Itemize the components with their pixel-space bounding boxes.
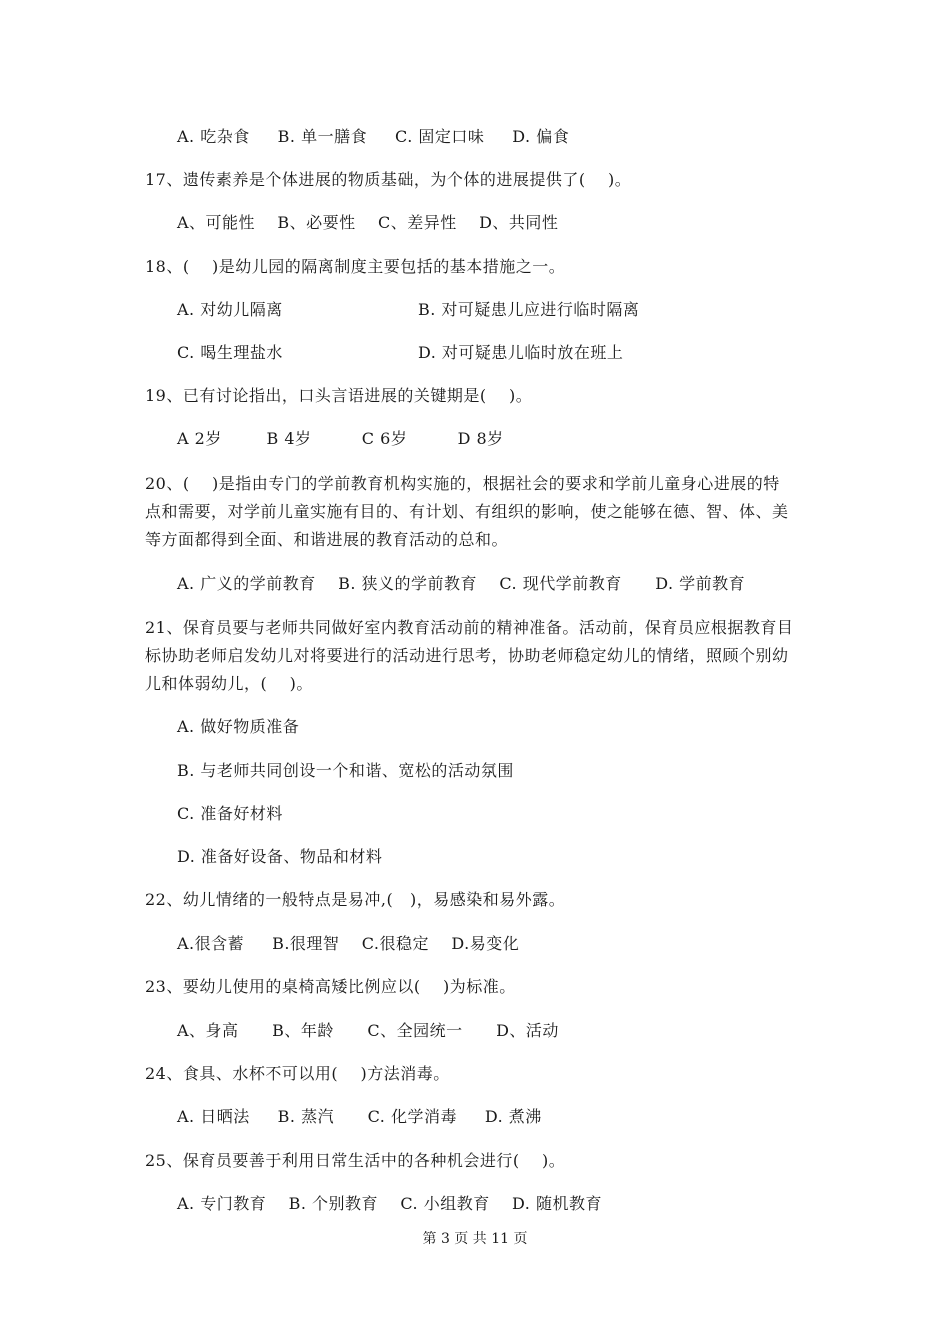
q20-text-line1: 20、( )是指由专门的学前教育机构实施的，根据社会的要求和学前儿童身心进展的特 (145, 474, 780, 493)
q25-options: A. 专门教育 B. 个别教育 C. 小组教育 D. 随机教育 (177, 1194, 602, 1213)
q23-text: 23、要幼儿使用的桌椅高矮比例应以( )为标准。 (145, 977, 516, 996)
q18-option-d: D. 对可疑患儿临时放在班上 (418, 343, 624, 362)
q20-text-line3: 等方面都得到全面、和谐进展的教育活动的总和。 (145, 530, 509, 549)
q21-text-line2: 标协助老师启发幼儿对将要进行的活动进行思考，协助老师稳定幼儿的情绪，照顾个别幼 (145, 646, 789, 665)
q17-options: A、可能性 B、必要性 C、差异性 D、共同性 (177, 213, 559, 232)
q19-text: 19、已有讨论指出，口头言语进展的关键期是( )。 (145, 386, 533, 405)
q23-options: A、身高 B、年龄 C、全园统一 D、活动 (177, 1021, 559, 1040)
q21-option-b: B. 与老师共同创设一个和谐、宽松的活动氛围 (177, 761, 514, 780)
q21-text-line1: 21、保育员要与老师共同做好室内教育活动前的精神准备。活动前，保育员应根据教育目 (145, 618, 794, 637)
q16-options: A. 吃杂食 B. 单一膳食 C. 固定口味 D. 偏食 (177, 127, 570, 146)
q20-options: A. 广义的学前教育 B. 狭义的学前教育 C. 现代学前教育 D. 学前教育 (177, 574, 746, 593)
q22-text: 22、幼儿情绪的一般特点是易冲,( )，易感染和易外露。 (145, 890, 566, 909)
q21-option-d: D. 准备好设备、物品和材料 (177, 847, 383, 866)
q24-text: 24、食具、水杯不可以用( )方法消毒。 (145, 1064, 450, 1083)
q24-options: A. 日晒法 B. 蒸汽 C. 化学消毒 D. 煮沸 (177, 1107, 542, 1126)
q18-option-c: C. 喝生理盐水 (177, 343, 283, 362)
q21-option-a: A. 做好物质准备 (177, 717, 300, 736)
q21-option-c: C. 准备好材料 (177, 804, 283, 823)
q18-option-b: B. 对可疑患儿应进行临时隔离 (418, 300, 640, 319)
q17-text: 17、遗传素养是个体进展的物质基础，为个体的进展提供了( )。 (145, 170, 632, 189)
page-footer: 第 3 页 共 11 页 (422, 1231, 528, 1247)
q20-text-line2: 点和需要，对学前儿童实施有目的、有计划、有组织的影响，使之能够在德、智、体、美 (145, 502, 789, 521)
q21-text-line3: 儿和体弱幼儿，( )。 (145, 674, 313, 693)
q18-text: 18、( )是幼儿园的隔离制度主要包括的基本措施之一。 (145, 257, 566, 276)
q18-option-a: A. 对幼儿隔离 (177, 300, 283, 319)
q25-text: 25、保育员要善于利用日常生活中的各种机会进行( )。 (145, 1151, 566, 1170)
q19-options: A 2岁 B 4岁 C 6岁 D 8岁 (177, 429, 504, 448)
q22-options: A.很含蓄 B.很理智 C.很稳定 D.易变化 (177, 934, 520, 953)
